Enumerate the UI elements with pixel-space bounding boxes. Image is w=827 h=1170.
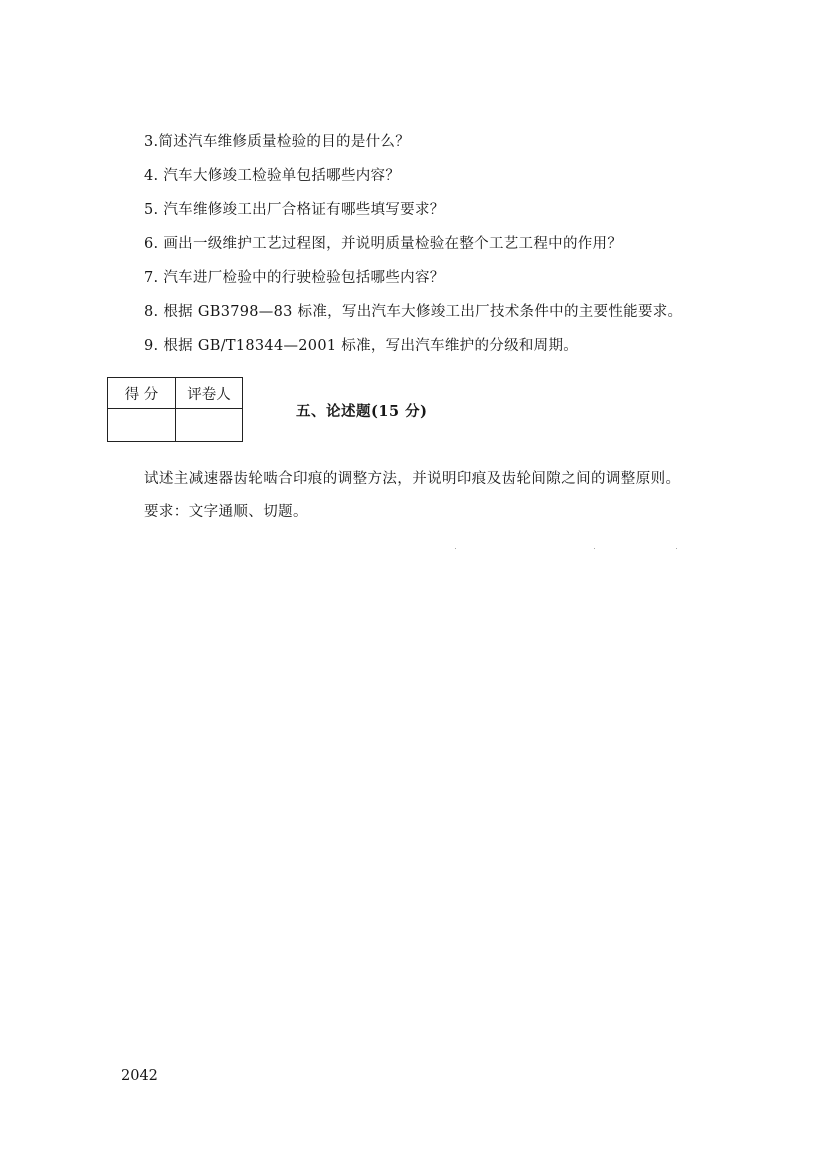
question-list	[144, 131, 784, 369]
scan-speck	[455, 548, 456, 549]
question-7: 7. 汽车进厂检验中的行驶检验包括哪些内容？	[144, 270, 445, 286]
essay-requirement: 要求：文字通顺、切题。	[144, 504, 308, 520]
scan-speck	[676, 548, 677, 549]
question-6: 6. 画出一级维护工艺过程图，并说明质量检验在整个工艺工程中的作用？	[144, 236, 623, 252]
score-table-entry-row	[108, 409, 243, 442]
question-5: 5. 汽车维修竣工出厂合格证有哪些填写要求？	[144, 202, 445, 218]
score-table	[107, 377, 243, 442]
score-header: 得 分	[108, 378, 176, 409]
question-4: 4. 汽车大修竣工检验单包括哪些内容？	[144, 168, 401, 184]
score-cell	[108, 409, 176, 442]
section-title: 五、论述题(15 分)	[296, 403, 428, 420]
score-table-header-row	[108, 378, 243, 409]
essay-block	[144, 468, 784, 534]
question-3: 3.简述汽车维修质量检验的目的是什么？	[144, 134, 411, 150]
scan-speck	[594, 548, 595, 549]
essay-prompt: 试述主减速器齿轮啮合印痕的调整方法，并说明印痕及齿轮间隙之间的调整原则。	[144, 471, 681, 487]
question-9: 9. 根据 GB/T18344—2001 标准，写出汽车维护的分级和周期。	[144, 338, 579, 354]
grader-cell	[176, 409, 243, 442]
page-number: 2042	[121, 1068, 158, 1084]
question-8: 8. 根据 GB3798—83 标准，写出汽车大修竣工出厂技术条件中的主要性能要求。	[144, 304, 683, 320]
grader-header: 评卷人	[176, 378, 243, 409]
